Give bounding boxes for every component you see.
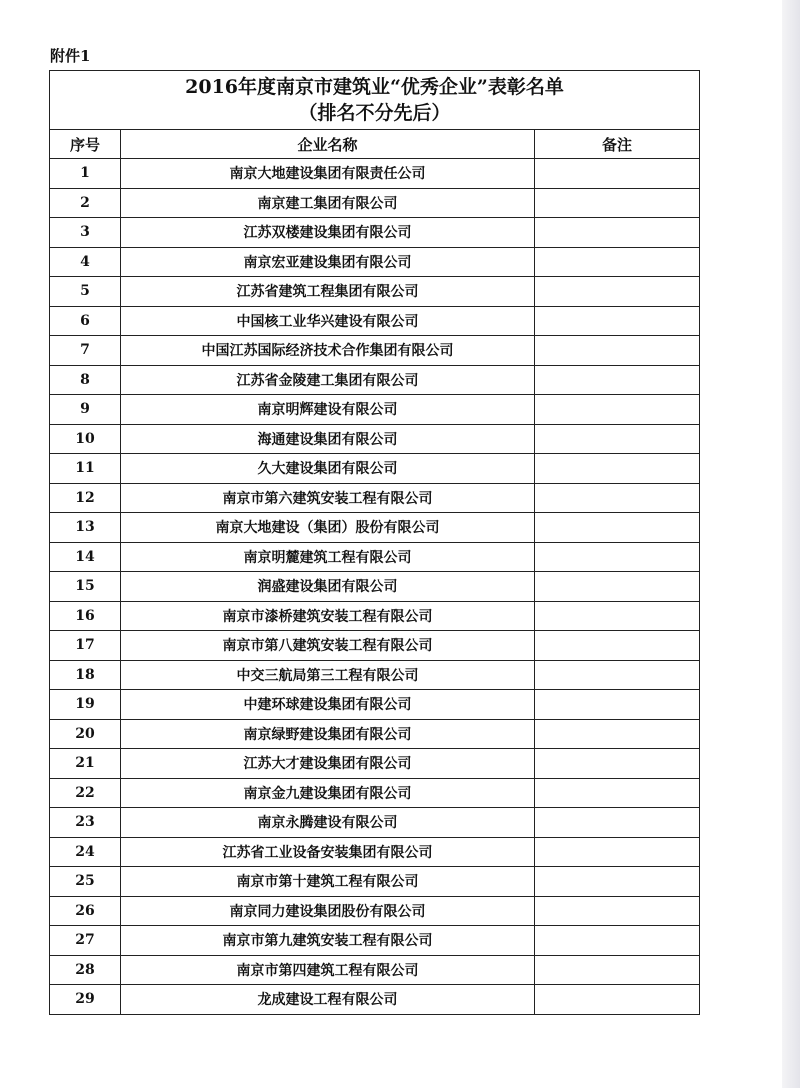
cell-name: 久大建设集团有限公司 (121, 454, 535, 484)
cell-note (535, 277, 700, 307)
cell-no: 4 (50, 247, 121, 277)
cell-name: 南京市第六建筑安装工程有限公司 (121, 483, 535, 513)
title-cell (50, 71, 700, 130)
cell-note (535, 955, 700, 985)
cell-name: 江苏大才建设集团有限公司 (121, 749, 535, 779)
cell-name: 中交三航局第三工程有限公司 (121, 660, 535, 690)
cell-note (535, 778, 700, 808)
cell-no: 15 (50, 572, 121, 602)
cell-no: 1 (50, 159, 121, 189)
header-note: 备注 (535, 130, 700, 159)
cell-no: 27 (50, 926, 121, 956)
table-row (50, 896, 700, 926)
table-row (50, 336, 700, 366)
table-row (50, 926, 700, 956)
cell-note (535, 188, 700, 218)
cell-note (535, 749, 700, 779)
cell-no: 23 (50, 808, 121, 838)
cell-name: 南京同力建设集团股份有限公司 (121, 896, 535, 926)
table-row (50, 660, 700, 690)
title-row (50, 71, 700, 130)
table-row (50, 631, 700, 661)
cell-no: 16 (50, 601, 121, 631)
table-row (50, 601, 700, 631)
cell-name: 南京明麓建筑工程有限公司 (121, 542, 535, 572)
cell-no: 26 (50, 896, 121, 926)
page-subtitle: （排名不分先后） (298, 102, 451, 124)
cell-name: 南京市第八建筑安装工程有限公司 (121, 631, 535, 661)
table-body (50, 159, 700, 1015)
cell-name: 江苏省工业设备安装集团有限公司 (121, 837, 535, 867)
cell-note (535, 837, 700, 867)
cell-name: 南京永腾建设有限公司 (121, 808, 535, 838)
cell-name: 江苏省金陵建工集团有限公司 (121, 365, 535, 395)
table-row (50, 690, 700, 720)
table-row (50, 454, 700, 484)
cell-name: 润盛建设集团有限公司 (121, 572, 535, 602)
cell-note (535, 306, 700, 336)
cell-note (535, 896, 700, 926)
table-row (50, 159, 700, 189)
cell-no: 25 (50, 867, 121, 897)
cell-no: 22 (50, 778, 121, 808)
table-row (50, 188, 700, 218)
cell-no: 8 (50, 365, 121, 395)
cell-note (535, 601, 700, 631)
header-row (50, 130, 700, 159)
cell-no: 28 (50, 955, 121, 985)
cell-no: 19 (50, 690, 121, 720)
header-name: 企业名称 (121, 130, 535, 159)
cell-note (535, 631, 700, 661)
cell-name: 南京宏亚建设集团有限公司 (121, 247, 535, 277)
cell-no: 17 (50, 631, 121, 661)
table-row (50, 985, 700, 1015)
cell-note (535, 218, 700, 248)
cell-note (535, 690, 700, 720)
cell-note (535, 336, 700, 366)
cell-no: 5 (50, 277, 121, 307)
cell-name: 中建环球建设集团有限公司 (121, 690, 535, 720)
cell-no: 21 (50, 749, 121, 779)
table-row (50, 277, 700, 307)
cell-note (535, 159, 700, 189)
table-row (50, 424, 700, 454)
table-row (50, 395, 700, 425)
cell-name: 南京市第十建筑工程有限公司 (121, 867, 535, 897)
cell-no: 12 (50, 483, 121, 513)
cell-no: 9 (50, 395, 121, 425)
table-row (50, 719, 700, 749)
cell-name: 南京明辉建设有限公司 (121, 395, 535, 425)
cell-note (535, 985, 700, 1015)
cell-note (535, 660, 700, 690)
table-row (50, 808, 700, 838)
cell-note (535, 867, 700, 897)
cell-note (535, 424, 700, 454)
cell-name: 南京市第九建筑安装工程有限公司 (121, 926, 535, 956)
table-row (50, 749, 700, 779)
cell-note (535, 483, 700, 513)
cell-name: 南京市第四建筑工程有限公司 (121, 955, 535, 985)
cell-name: 中国江苏国际经济技术合作集团有限公司 (121, 336, 535, 366)
cell-note (535, 247, 700, 277)
cell-no: 2 (50, 188, 121, 218)
cell-name: 海通建设集团有限公司 (121, 424, 535, 454)
table-row (50, 247, 700, 277)
cell-no: 10 (50, 424, 121, 454)
table-row (50, 542, 700, 572)
cell-note (535, 542, 700, 572)
attachment-label: 附件1 (50, 47, 91, 65)
cell-name: 南京大地建设（集团）股份有限公司 (121, 513, 535, 543)
cell-name: 中国核工业华兴建设有限公司 (121, 306, 535, 336)
cell-note (535, 395, 700, 425)
cell-name: 龙成建设工程有限公司 (121, 985, 535, 1015)
table-row (50, 513, 700, 543)
cell-note (535, 365, 700, 395)
cell-note (535, 572, 700, 602)
table-row (50, 483, 700, 513)
cell-note (535, 513, 700, 543)
cell-no: 18 (50, 660, 121, 690)
cell-no: 29 (50, 985, 121, 1015)
cell-name: 江苏省建筑工程集团有限公司 (121, 277, 535, 307)
cell-no: 14 (50, 542, 121, 572)
award-table (49, 70, 700, 1015)
table-row (50, 837, 700, 867)
cell-note (535, 808, 700, 838)
table-row (50, 365, 700, 395)
cell-no: 7 (50, 336, 121, 366)
cell-no: 11 (50, 454, 121, 484)
page-title: 2016年度南京市建筑业“优秀企业”表彰名单 (185, 76, 564, 98)
table-row (50, 218, 700, 248)
cell-name: 江苏双楼建设集团有限公司 (121, 218, 535, 248)
header-no: 序号 (50, 130, 121, 159)
cell-name: 南京市漆桥建筑安装工程有限公司 (121, 601, 535, 631)
table-row (50, 955, 700, 985)
table-row (50, 867, 700, 897)
cell-note (535, 926, 700, 956)
table-row (50, 778, 700, 808)
cell-note (535, 719, 700, 749)
cell-name: 南京大地建设集团有限责任公司 (121, 159, 535, 189)
cell-no: 20 (50, 719, 121, 749)
cell-no: 3 (50, 218, 121, 248)
cell-no: 24 (50, 837, 121, 867)
cell-no: 6 (50, 306, 121, 336)
table-row (50, 572, 700, 602)
cell-name: 南京建工集团有限公司 (121, 188, 535, 218)
cell-no: 13 (50, 513, 121, 543)
cell-name: 南京金九建设集团有限公司 (121, 778, 535, 808)
cell-name: 南京绿野建设集团有限公司 (121, 719, 535, 749)
table-row (50, 306, 700, 336)
page-edge (782, 0, 800, 1088)
cell-note (535, 454, 700, 484)
